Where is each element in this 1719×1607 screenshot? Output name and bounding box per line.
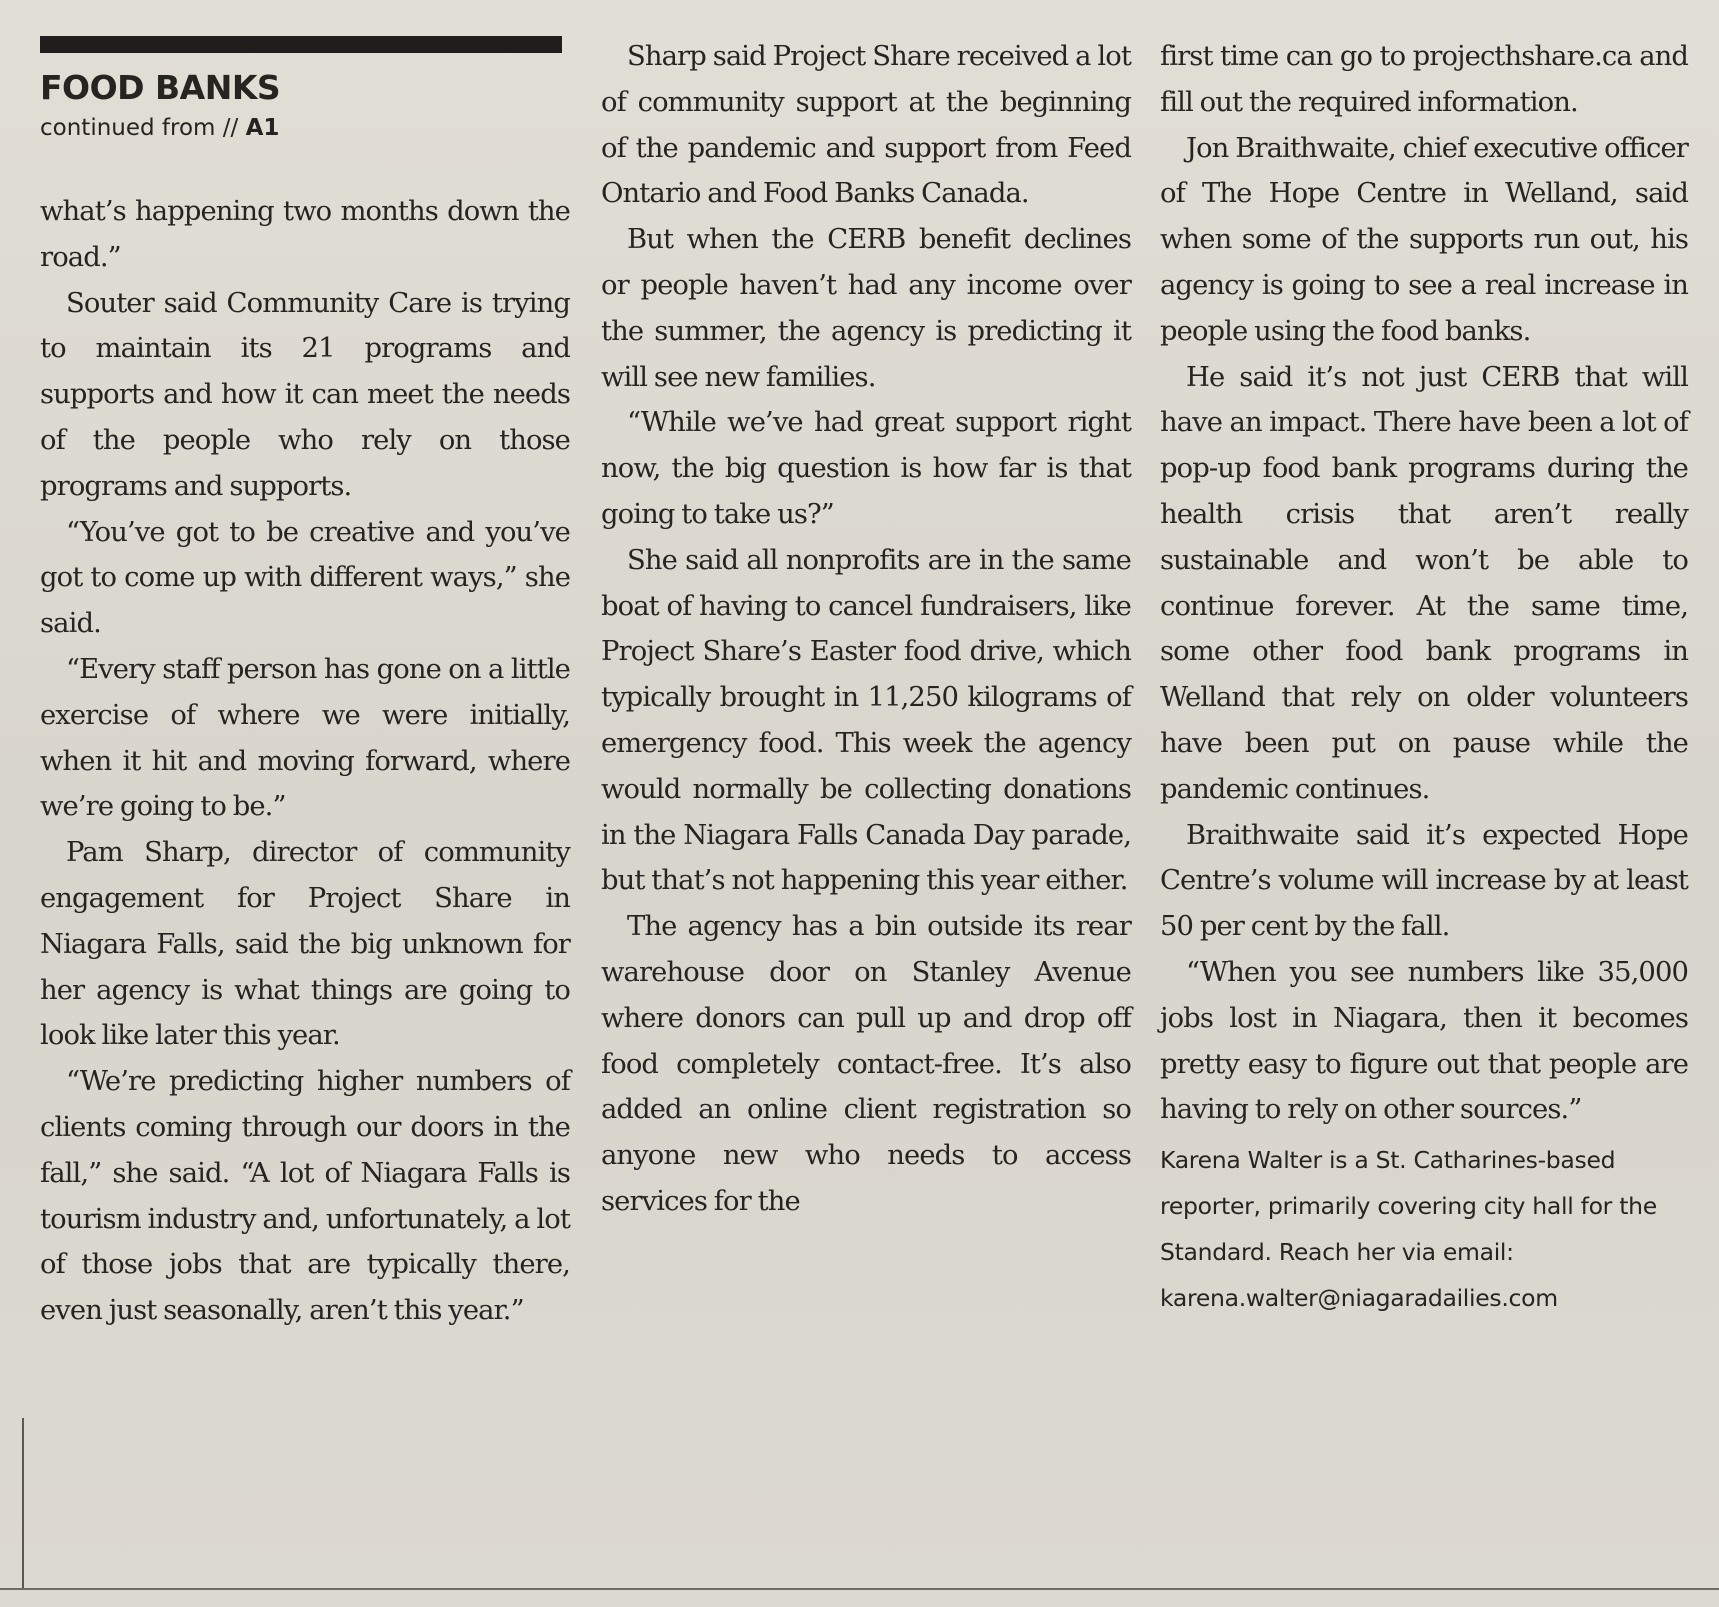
paragraph: Pam Sharp, director of community engagement for Project Share in Niagara Falls, said the big unknown for her agency is what things are going to look like later this year.	[40, 837, 570, 1052]
section-kicker: FOOD BANKS	[40, 68, 281, 107]
paragraph: The agency has a bin outside its rear warehouse door on Stanley Avenue where donors can pull up and drop off food completely contact-free. It’s also added an online client registration so anyone new who needs to access services for the	[601, 911, 1131, 1217]
article-column-2	[601, 34, 1131, 1225]
column-edge-rule	[22, 1418, 24, 1588]
paragraph: “When you see numbers like 35,000 jobs lost in Niagara, then it becomes pretty easy to figure out that people are having to rely on other sources.”	[1160, 956, 1688, 1126]
author-bio: Karena Walter is a St. Catharines-based reporter, primarily covering city hall for the Standard. Reach her via email: karena.walter@niagaradailies.com	[1160, 1146, 1657, 1313]
paragraph: He said it’s not just CERB that will have an impact. There have been a lot of pop-up food bank programs during the health crisis that aren’t really sustainable and won’t be able to continue forever. At the same time, some other food bank programs in Welland that rely on older volunteers have been put on pause while the pandemic continues.	[1160, 361, 1688, 805]
paragraph: first time can go to projecthshare.ca and fill out the required information.	[1160, 41, 1688, 118]
paragraph: “While we’ve had great support right now, the big question is how far is that going to take us?”	[601, 407, 1131, 530]
article-column-1	[40, 36, 570, 1334]
paragraph: Braithwaite said it’s expected Hope Centre’s volume will increase by at least 50 per cent by the fall.	[1160, 819, 1688, 943]
paragraph: Souter said Community Care is trying to maintain its 21 programs and supports and how it can meet the needs of the people who rely on those programs and supports.	[40, 287, 570, 502]
paragraph: what’s happening two months down the road.”	[40, 196, 570, 273]
paragraph: Sharp said Project Share received a lot of community support at the beginning of the pandemic and support from Feed Ontario and Food Banks Canada.	[601, 41, 1131, 210]
paragraph: “We’re predicting higher numbers of clients coming through our doors in the fall,” she said. “A lot of Niagara Falls is tourism industry and, unfortunately, a lot of those jobs that are typically there, even just seasonally, aren’t this year.”	[40, 1066, 570, 1327]
paragraph: “Every staff person has gone on a little exercise of where we were initially, when it hit and moving forward, where we’re going to be.”	[40, 653, 570, 823]
continued-from-line	[40, 111, 570, 145]
continued-page-ref: A1	[245, 115, 280, 141]
article-column-3	[1160, 34, 1688, 1321]
continued-label: continued from //	[40, 115, 239, 141]
paragraph: Jon Braithwaite, chief executive officer of The Hope Centre in Welland, said when some of the supports run out, his agency is going to see a real increase in people using the food banks.	[1160, 132, 1688, 347]
bottom-rule	[0, 1588, 1719, 1590]
section-rule	[40, 36, 562, 53]
paragraph: She said all nonprofits are in the same boat of having to cancel fundraisers, like Project Share’s Easter food drive, which typically brought in 11,250 kilograms of emergency food. This week the agency would normally be collecting donations in the Niagara Falls Canada Day parade, but that’s not happening this year either.	[601, 544, 1131, 897]
paragraph: But when the CERB benefit declines or people haven’t had any income over the summer, the agency is predicting it will see new families.	[601, 224, 1131, 393]
paragraph: “You’ve got to be creative and you’ve got to come up with different ways,” she said.	[40, 516, 570, 640]
